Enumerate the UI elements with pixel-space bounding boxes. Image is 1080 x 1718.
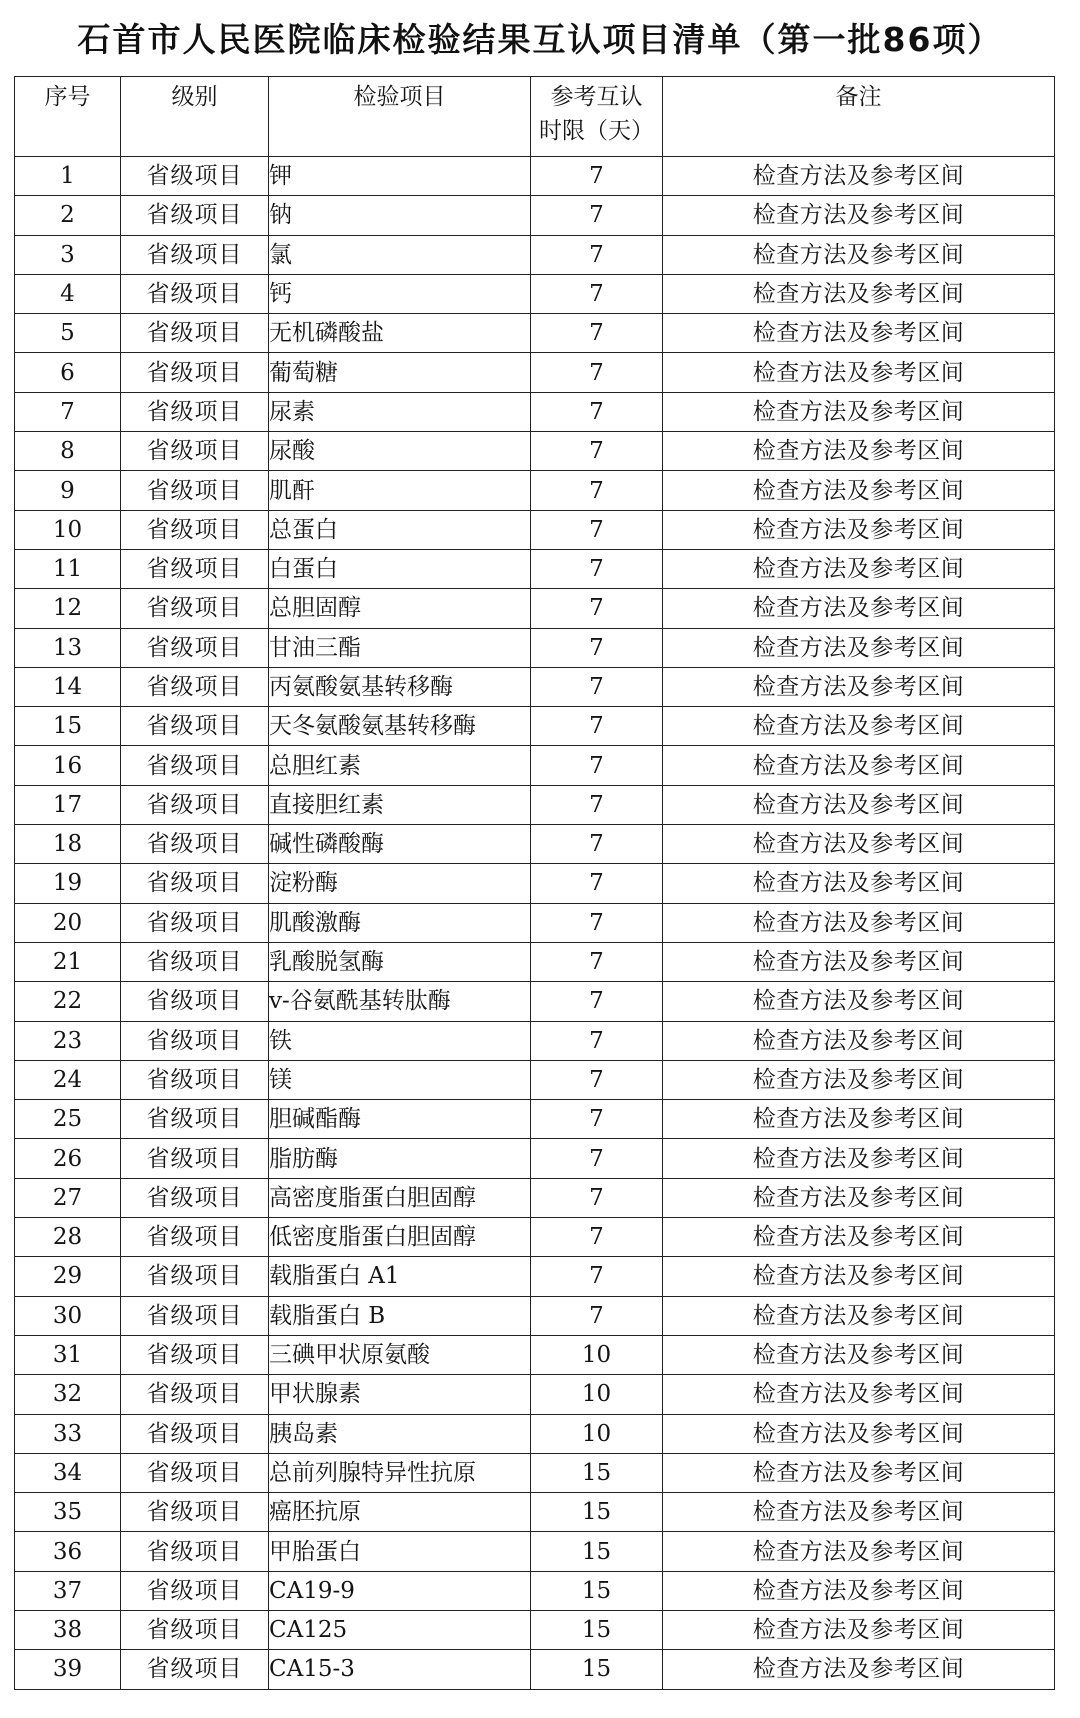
row-item: 葡萄糖	[269, 353, 531, 392]
row-item: 总蛋白	[269, 510, 531, 549]
row-level: 省级项目	[121, 1650, 269, 1689]
row-note: 检查方法及参考区间	[663, 471, 1055, 510]
row-item: 钠	[269, 196, 531, 235]
row-level: 省级项目	[121, 628, 269, 667]
row-item: 总胆红素	[269, 746, 531, 785]
row-days: 7	[531, 1060, 663, 1099]
header-seq: 序号	[15, 77, 121, 157]
header-row	[15, 77, 1055, 157]
row-item: 载脂蛋白 A1	[269, 1257, 531, 1296]
row-note: 检查方法及参考区间	[663, 628, 1055, 667]
row-level: 省级项目	[121, 1021, 269, 1060]
table-row	[15, 864, 1055, 903]
row-seq: 19	[15, 864, 121, 903]
row-item: 肌酐	[269, 471, 531, 510]
row-days: 7	[531, 667, 663, 706]
header-item: 检验项目	[269, 77, 531, 157]
row-level: 省级项目	[121, 1335, 269, 1374]
table-row	[15, 510, 1055, 549]
row-note: 检查方法及参考区间	[663, 1650, 1055, 1689]
row-days: 7	[531, 392, 663, 431]
row-days: 7	[531, 1296, 663, 1335]
row-seq: 17	[15, 785, 121, 824]
table-row	[15, 157, 1055, 196]
row-note: 检查方法及参考区间	[663, 1571, 1055, 1610]
row-seq: 33	[15, 1414, 121, 1453]
row-note: 检查方法及参考区间	[663, 864, 1055, 903]
row-level: 省级项目	[121, 235, 269, 274]
header-days	[531, 77, 663, 157]
row-level: 省级项目	[121, 510, 269, 549]
table-row	[15, 235, 1055, 274]
row-days: 7	[531, 746, 663, 785]
row-seq: 11	[15, 549, 121, 588]
table-row	[15, 903, 1055, 942]
table-row	[15, 746, 1055, 785]
row-note: 检查方法及参考区间	[663, 667, 1055, 706]
table-row	[15, 1414, 1055, 1453]
table-row	[15, 549, 1055, 588]
row-seq: 24	[15, 1060, 121, 1099]
row-days: 7	[531, 982, 663, 1021]
row-item: 直接胆红素	[269, 785, 531, 824]
row-days: 10	[531, 1335, 663, 1374]
row-days: 15	[531, 1532, 663, 1571]
row-seq: 15	[15, 707, 121, 746]
row-days: 7	[531, 942, 663, 981]
row-item: 白蛋白	[269, 549, 531, 588]
table-row	[15, 1532, 1055, 1571]
document-title: 石首市人民医院临床检验结果互认项目清单（第一批86项）	[77, 20, 1003, 59]
row-note: 检查方法及参考区间	[663, 903, 1055, 942]
row-days: 10	[531, 1414, 663, 1453]
table-row	[15, 432, 1055, 471]
row-days: 7	[531, 1139, 663, 1178]
row-seq: 22	[15, 982, 121, 1021]
row-item: 低密度脂蛋白胆固醇	[269, 1218, 531, 1257]
row-note: 检查方法及参考区间	[663, 785, 1055, 824]
row-item: 钾	[269, 157, 531, 196]
table-row	[15, 1296, 1055, 1335]
table-row	[15, 1571, 1055, 1610]
row-seq: 21	[15, 942, 121, 981]
row-note: 检查方法及参考区间	[663, 274, 1055, 313]
row-days: 10	[531, 1375, 663, 1414]
row-item: 胰岛素	[269, 1414, 531, 1453]
row-seq: 23	[15, 1021, 121, 1060]
row-level: 省级项目	[121, 432, 269, 471]
row-note: 检查方法及参考区间	[663, 314, 1055, 353]
row-days: 7	[531, 1218, 663, 1257]
row-level: 省级项目	[121, 1257, 269, 1296]
row-level: 省级项目	[121, 746, 269, 785]
row-level: 省级项目	[121, 392, 269, 431]
table-row	[15, 1100, 1055, 1139]
table-row	[15, 1610, 1055, 1649]
row-level: 省级项目	[121, 864, 269, 903]
row-seq: 37	[15, 1571, 121, 1610]
row-days: 7	[531, 1021, 663, 1060]
row-days: 7	[531, 471, 663, 510]
row-seq: 14	[15, 667, 121, 706]
row-level: 省级项目	[121, 1218, 269, 1257]
header-level: 级别	[121, 77, 269, 157]
row-seq: 4	[15, 274, 121, 313]
row-note: 检查方法及参考区间	[663, 1218, 1055, 1257]
row-seq: 3	[15, 235, 121, 274]
table-row	[15, 274, 1055, 313]
row-days: 7	[531, 903, 663, 942]
row-days: 15	[531, 1453, 663, 1492]
table-row	[15, 1218, 1055, 1257]
table-row	[15, 1375, 1055, 1414]
row-seq: 10	[15, 510, 121, 549]
row-days: 7	[531, 549, 663, 588]
row-level: 省级项目	[121, 982, 269, 1021]
row-item: 总前列腺特异性抗原	[269, 1453, 531, 1492]
row-item: 丙氨酸氨基转移酶	[269, 667, 531, 706]
row-level: 省级项目	[121, 1060, 269, 1099]
row-item: 高密度脂蛋白胆固醇	[269, 1178, 531, 1217]
row-note: 检查方法及参考区间	[663, 1100, 1055, 1139]
row-note: 检查方法及参考区间	[663, 353, 1055, 392]
row-days: 7	[531, 1100, 663, 1139]
table-row	[15, 707, 1055, 746]
row-seq: 9	[15, 471, 121, 510]
row-seq: 7	[15, 392, 121, 431]
row-item: 胆碱酯酶	[269, 1100, 531, 1139]
table-row	[15, 1650, 1055, 1689]
row-note: 检查方法及参考区间	[663, 1610, 1055, 1649]
row-note: 检查方法及参考区间	[663, 982, 1055, 1021]
row-note: 检查方法及参考区间	[663, 825, 1055, 864]
row-note: 检查方法及参考区间	[663, 1335, 1055, 1374]
table-row	[15, 589, 1055, 628]
row-level: 省级项目	[121, 1178, 269, 1217]
row-note: 检查方法及参考区间	[663, 510, 1055, 549]
row-seq: 26	[15, 1139, 121, 1178]
row-seq: 6	[15, 353, 121, 392]
table-row	[15, 196, 1055, 235]
row-level: 省级项目	[121, 1532, 269, 1571]
row-days: 15	[531, 1571, 663, 1610]
row-level: 省级项目	[121, 589, 269, 628]
row-seq: 8	[15, 432, 121, 471]
row-item: CA19-9	[269, 1571, 531, 1610]
row-level: 省级项目	[121, 1375, 269, 1414]
row-days: 7	[531, 628, 663, 667]
row-note: 检查方法及参考区间	[663, 1493, 1055, 1532]
row-level: 省级项目	[121, 1610, 269, 1649]
row-days: 7	[531, 353, 663, 392]
row-seq: 13	[15, 628, 121, 667]
row-seq: 32	[15, 1375, 121, 1414]
row-item: 总胆固醇	[269, 589, 531, 628]
row-level: 省级项目	[121, 825, 269, 864]
table-row	[15, 942, 1055, 981]
table-row	[15, 471, 1055, 510]
table-row	[15, 1493, 1055, 1532]
header-days-line2: 时限（天）	[539, 118, 654, 144]
row-level: 省级项目	[121, 1414, 269, 1453]
row-item: 癌胚抗原	[269, 1493, 531, 1532]
row-days: 7	[531, 235, 663, 274]
row-note: 检查方法及参考区间	[663, 1257, 1055, 1296]
row-level: 省级项目	[121, 1493, 269, 1532]
results-table	[14, 76, 1055, 1690]
row-days: 15	[531, 1610, 663, 1649]
row-item: 尿素	[269, 392, 531, 431]
row-level: 省级项目	[121, 157, 269, 196]
row-item: 铁	[269, 1021, 531, 1060]
row-level: 省级项目	[121, 353, 269, 392]
row-level: 省级项目	[121, 707, 269, 746]
row-seq: 1	[15, 157, 121, 196]
row-item: 脂肪酶	[269, 1139, 531, 1178]
row-level: 省级项目	[121, 785, 269, 824]
row-level: 省级项目	[121, 549, 269, 588]
row-level: 省级项目	[121, 1100, 269, 1139]
table-row	[15, 825, 1055, 864]
row-note: 检查方法及参考区间	[663, 392, 1055, 431]
row-item: 乳酸脱氢酶	[269, 942, 531, 981]
row-level: 省级项目	[121, 667, 269, 706]
row-days: 7	[531, 825, 663, 864]
row-seq: 29	[15, 1257, 121, 1296]
row-level: 省级项目	[121, 1296, 269, 1335]
row-item: 天冬氨酸氨基转移酶	[269, 707, 531, 746]
row-level: 省级项目	[121, 1453, 269, 1492]
row-note: 检查方法及参考区间	[663, 1414, 1055, 1453]
row-seq: 34	[15, 1453, 121, 1492]
row-item: v-谷氨酰基转肽酶	[269, 982, 531, 1021]
row-note: 检查方法及参考区间	[663, 235, 1055, 274]
row-seq: 16	[15, 746, 121, 785]
row-note: 检查方法及参考区间	[663, 549, 1055, 588]
row-note: 检查方法及参考区间	[663, 1021, 1055, 1060]
row-note: 检查方法及参考区间	[663, 746, 1055, 785]
row-days: 7	[531, 1257, 663, 1296]
row-seq: 39	[15, 1650, 121, 1689]
row-seq: 25	[15, 1100, 121, 1139]
table-row	[15, 982, 1055, 1021]
row-seq: 31	[15, 1335, 121, 1374]
row-item: 肌酸激酶	[269, 903, 531, 942]
row-days: 15	[531, 1650, 663, 1689]
row-days: 7	[531, 510, 663, 549]
table-row	[15, 314, 1055, 353]
row-seq: 36	[15, 1532, 121, 1571]
row-note: 检查方法及参考区间	[663, 1453, 1055, 1492]
row-note: 检查方法及参考区间	[663, 1060, 1055, 1099]
header-days-line1: 参考互认	[550, 84, 643, 110]
table-row	[15, 1257, 1055, 1296]
table-row	[15, 1060, 1055, 1099]
row-level: 省级项目	[121, 471, 269, 510]
table-row	[15, 1178, 1055, 1217]
row-level: 省级项目	[121, 274, 269, 313]
row-seq: 20	[15, 903, 121, 942]
row-note: 检查方法及参考区间	[663, 157, 1055, 196]
row-seq: 38	[15, 1610, 121, 1649]
table-row	[15, 1335, 1055, 1374]
row-note: 检查方法及参考区间	[663, 1375, 1055, 1414]
row-item: 甲状腺素	[269, 1375, 531, 1414]
row-days: 7	[531, 274, 663, 313]
row-item: 三碘甲状原氨酸	[269, 1335, 531, 1374]
row-item: 无机磷酸盐	[269, 314, 531, 353]
row-days: 7	[531, 707, 663, 746]
row-note: 检查方法及参考区间	[663, 707, 1055, 746]
row-item: 淀粉酶	[269, 864, 531, 903]
table-row	[15, 392, 1055, 431]
row-days: 7	[531, 589, 663, 628]
row-days: 7	[531, 196, 663, 235]
row-item: 甘油三酯	[269, 628, 531, 667]
table-row	[15, 667, 1055, 706]
row-item: 尿酸	[269, 432, 531, 471]
row-level: 省级项目	[121, 196, 269, 235]
row-level: 省级项目	[121, 1571, 269, 1610]
row-level: 省级项目	[121, 314, 269, 353]
row-item: CA125	[269, 1610, 531, 1649]
row-note: 检查方法及参考区间	[663, 589, 1055, 628]
row-seq: 18	[15, 825, 121, 864]
row-note: 检查方法及参考区间	[663, 432, 1055, 471]
table-body	[15, 157, 1055, 1690]
row-seq: 5	[15, 314, 121, 353]
row-seq: 35	[15, 1493, 121, 1532]
row-level: 省级项目	[121, 942, 269, 981]
row-seq: 30	[15, 1296, 121, 1335]
row-item: 钙	[269, 274, 531, 313]
table-row	[15, 628, 1055, 667]
row-note: 检查方法及参考区间	[663, 942, 1055, 981]
row-seq: 2	[15, 196, 121, 235]
row-note: 检查方法及参考区间	[663, 196, 1055, 235]
row-item: 镁	[269, 1060, 531, 1099]
table-row	[15, 1139, 1055, 1178]
row-note: 检查方法及参考区间	[663, 1139, 1055, 1178]
row-item: 碱性磷酸酶	[269, 825, 531, 864]
table-row	[15, 1021, 1055, 1060]
row-days: 7	[531, 432, 663, 471]
row-level: 省级项目	[121, 903, 269, 942]
row-seq: 12	[15, 589, 121, 628]
row-note: 检查方法及参考区间	[663, 1178, 1055, 1217]
row-item: 载脂蛋白 B	[269, 1296, 531, 1335]
row-note: 检查方法及参考区间	[663, 1296, 1055, 1335]
row-seq: 27	[15, 1178, 121, 1217]
row-note: 检查方法及参考区间	[663, 1532, 1055, 1571]
row-item: 氯	[269, 235, 531, 274]
row-days: 15	[531, 1493, 663, 1532]
header-note: 备注	[663, 77, 1055, 157]
row-days: 7	[531, 157, 663, 196]
row-item: 甲胎蛋白	[269, 1532, 531, 1571]
row-days: 7	[531, 314, 663, 353]
row-level: 省级项目	[121, 1139, 269, 1178]
row-days: 7	[531, 1178, 663, 1217]
row-days: 7	[531, 864, 663, 903]
table-row	[15, 353, 1055, 392]
table-row	[15, 785, 1055, 824]
row-seq: 28	[15, 1218, 121, 1257]
row-item: CA15-3	[269, 1650, 531, 1689]
table-row	[15, 1453, 1055, 1492]
row-days: 7	[531, 785, 663, 824]
